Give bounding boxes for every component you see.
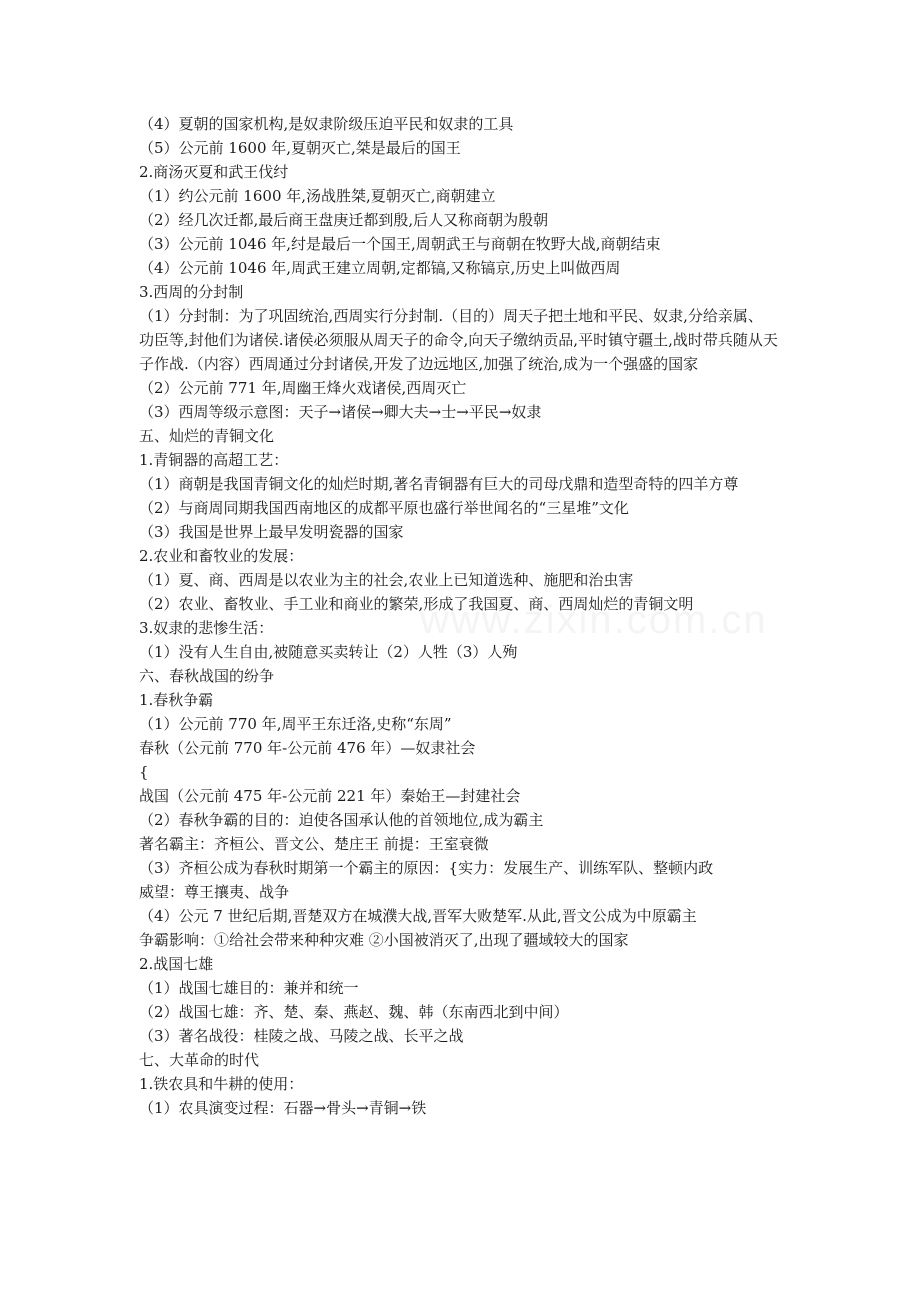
text-line: （2）春秋争霸的目的：迫使各国承认他的首领地位,成为霸主 — [139, 811, 544, 829]
text-line: （1）公元前 770 年,周平王东迁洛,史称“东周” — [139, 715, 452, 733]
section-heading: 2.战国七雄 — [139, 955, 214, 973]
section-heading: 1.青铜器的高超工艺： — [139, 451, 289, 469]
text-line: （3）齐桓公成为春秋时期第一个霸主的原因：{实力：发展生产、训练军队、整顿内政 — [139, 859, 714, 877]
text-line: （2）与商周同期我国西南地区的成都平原也盛行举世闻名的“三星堆”文化 — [139, 499, 629, 517]
text-line: （2）公元前 771 年,周幽王烽火戏诸侯,西周灭亡 — [139, 379, 467, 397]
text-line: （1）没有人生自由,被随意买卖转让（2）人牲（3）人殉 — [139, 643, 518, 661]
text-line: （1）农具演变过程：石器→骨头→青铜→铁 — [139, 1099, 427, 1117]
document-body — [139, 112, 787, 1120]
text-line: （3）著名战役：桂陵之战、马陵之战、长平之战 — [139, 1027, 464, 1045]
text-line: 著名霸主：齐桓公、晋文公、楚庄王 前提：王室衰微 — [139, 835, 489, 853]
text-paragraph: 功臣等,封他们为诸侯.诸侯必须服从周天子的命令,向天子缴纳贡品,平时镇守疆土,战时带兵随从天子作战.（内容）西周通过分封诸侯,开发了边远地区,加强了统治,成为一个强盛的国家 — [139, 331, 778, 373]
text-line: （2）农业、畜牧业、手工业和商业的繁荣,形成了我国夏、商、西周灿烂的青铜文明 — [139, 595, 694, 613]
text-line: （1）约公元前 1600 年,汤战胜桀,夏朝灭亡,商朝建立 — [139, 187, 496, 205]
chapter-heading: 七、大革命的时代 — [139, 1051, 260, 1069]
section-heading: 3.奴隶的悲惨生活： — [139, 619, 274, 637]
text-line: （1）分封制：为了巩固统治,西周实行分封制.（目的）周天子把土地和平民、奴隶,分给亲属、 — [139, 307, 763, 325]
text-line: （4）公元前 1046 年,周武王建立周朝,定都镐,又称镐京,历史上叫做西周 — [139, 259, 621, 277]
text-line: （4）公元 7 世纪后期,晋楚双方在城濮大战,晋军大败楚军.从此,晋文公成为中原霸主 — [139, 907, 697, 925]
text-line: （1）夏、商、西周是以农业为主的社会,农业上已知道选种、施肥和治虫害 — [139, 571, 634, 589]
text-line: （5）公元前 1600 年,夏朝灭亡,桀是最后的国王 — [139, 139, 461, 157]
text-line: { — [139, 763, 149, 781]
text-line: （4）夏朝的国家机构,是奴隶阶级压迫平民和奴隶的工具 — [139, 115, 514, 133]
text-line: （2）经几次迁都,最后商王盘庚迁都到殷,后人又称商朝为殷朝 — [139, 211, 549, 229]
text-line: 战国（公元前 475 年-公元前 221 年）秦始王—封建社会 — [139, 787, 521, 805]
section-heading: 1.铁农具和牛耕的使用： — [139, 1075, 304, 1093]
section-heading: 2.商汤灭夏和武王伐纣 — [139, 163, 289, 181]
section-heading: 2.农业和畜牧业的发展： — [139, 547, 304, 565]
section-heading: 3.西周的分封制 — [139, 283, 244, 301]
section-heading: 1.春秋争霸 — [139, 691, 214, 709]
chapter-heading: 五、灿烂的青铜文化 — [139, 427, 275, 445]
text-line: 争霸影响：①给社会带来种种灾难 ②小国被消灭了,出现了疆域较大的国家 — [139, 931, 629, 949]
text-line: （2）战国七雄：齐、楚、秦、燕赵、魏、韩（东南西北到中间） — [139, 1003, 569, 1021]
text-line: （1）商朝是我国青铜文化的灿烂时期,著名青铜器有巨大的司母戊鼎和造型奇特的四羊方尊 — [139, 475, 739, 493]
text-line: （1）战国七雄目的：兼并和统一 — [139, 979, 359, 997]
text-line: （3）我国是世界上最早发明瓷器的国家 — [139, 523, 404, 541]
text-line: （3）公元前 1046 年,纣是最后一个国王,周朝武王与商朝在牧野大战,商朝结束 — [139, 235, 661, 253]
chapter-heading: 六、春秋战国的纷争 — [139, 667, 275, 685]
text-line: 春秋（公元前 770 年-公元前 476 年）—奴隶社会 — [139, 739, 476, 757]
text-line: 威望：尊王攘夷、战争 — [139, 883, 290, 901]
text-line: （3）西周等级示意图：天子→诸侯→卿大夫→士→平民→奴隶 — [139, 403, 542, 421]
